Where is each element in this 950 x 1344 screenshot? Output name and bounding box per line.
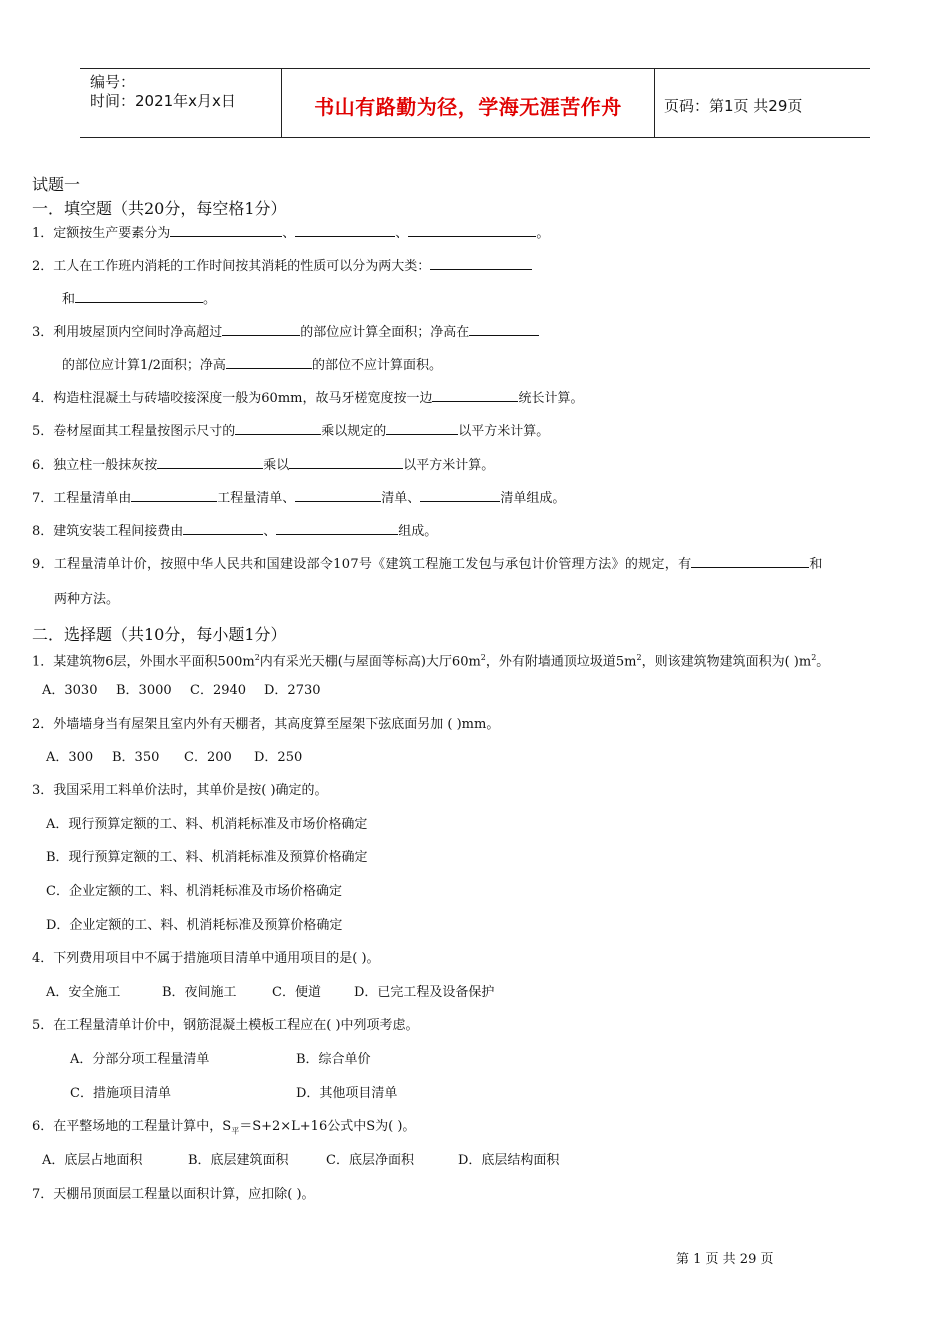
question-1-9: 9．工程量清单计价，按照中华人民共和国建设部令107号《建筑工程施工发包与承包计价管理方法》的规定，有 和: [32, 554, 823, 573]
question-2-3: 3．我国采用工料单价法时，其单价是按( )确定的。: [32, 783, 328, 798]
option-c[interactable]: C．便道: [272, 985, 321, 1000]
answer-blank[interactable]: [295, 223, 395, 237]
question-1-5: 5．卷材屋面其工程量按图示尺寸的 乘以规定的 以平方米计算。: [32, 421, 549, 440]
option-d[interactable]: D．250: [254, 750, 303, 765]
answer-blank[interactable]: [157, 455, 263, 469]
answer-blank[interactable]: [222, 322, 300, 336]
answer-blank[interactable]: [469, 322, 539, 336]
answer-blank[interactable]: [131, 488, 217, 502]
answer-blank[interactable]: [432, 388, 518, 402]
header-meta: [90, 73, 236, 111]
option-a[interactable]: A．300: [46, 750, 94, 765]
page-footer: 第 1 页 共 29 页: [676, 1252, 774, 1267]
option-b[interactable]: B．夜间施工: [162, 985, 237, 1000]
header-divider: [654, 69, 655, 137]
option-a[interactable]: A．安全施工: [46, 985, 121, 1000]
answer-blank[interactable]: [295, 488, 381, 502]
option-b[interactable]: B．底层建筑面积: [188, 1153, 289, 1168]
option-c[interactable]: C．2940: [190, 683, 247, 698]
question-1-7: 7．工程量清单由 工程量清单、 清单、 清单组成。: [32, 488, 565, 507]
answer-blank[interactable]: [289, 455, 403, 469]
option-a[interactable]: A．现行预算定额的工、料、机消耗标准及市场价格确定: [46, 817, 368, 832]
option-d[interactable]: D．企业定额的工、料、机消耗标准及预算价格确定: [46, 918, 343, 933]
option-b[interactable]: B．综合单价: [296, 1052, 371, 1067]
section1-heading: 一．填空题（共20分，每空格1分）: [32, 199, 287, 218]
option-a[interactable]: A．分部分项工程量清单: [70, 1052, 210, 1067]
section2-heading: 二．选择题（共10分，每小题1分）: [32, 625, 287, 644]
option-c[interactable]: C．200: [184, 750, 232, 765]
question-1-9-cont: 两种方法。: [54, 592, 120, 607]
option-b[interactable]: B．3000: [116, 683, 172, 698]
question-2-4: 4．下列费用项目中不属于措施项目清单中通用项目的是( )。: [32, 951, 380, 966]
question-1-3-cont: 的部位应计算1/2面积；净高 的部位不应计算面积。: [62, 355, 442, 374]
answer-blank[interactable]: [276, 521, 398, 535]
answer-blank[interactable]: [235, 421, 321, 435]
option-c[interactable]: C．措施项目清单: [70, 1086, 171, 1101]
question-1-1: 1．定额按生产要素分为 、 、 。: [32, 223, 549, 242]
question-2-1: 1．某建筑物6层，外围水平面积$500m^2$内有采光天棚(与屋面等标高)大厅$60m^2$，外有附墙通顶垃圾道$5m^2$，则该建筑物建筑面积为( )$m^2$。: [32, 653, 830, 670]
question-1-3: 3．利用坡屋顶内空间时净高超过 的部位应计算全面积；净高在: [32, 322, 539, 341]
option-d[interactable]: D．其他项目清单: [296, 1086, 398, 1101]
option-c[interactable]: C．底层净面积: [326, 1153, 414, 1168]
answer-blank[interactable]: [75, 289, 203, 303]
question-1-2: 2．工人在工作班内消耗的工作时间按其消耗的性质可以分为两大类：: [32, 256, 532, 275]
option-c[interactable]: C．企业定额的工、料、机消耗标准及市场价格确定: [46, 884, 342, 899]
number-label: 编号：: [90, 73, 136, 91]
time-label: 时间：2021年x月x日: [90, 92, 236, 110]
answer-blank[interactable]: [226, 355, 312, 369]
question-1-4: 4．构造柱混凝土与砖墙咬接深度一般为60mm，故马牙槎宽度按一边 统长计算。: [32, 388, 583, 407]
document-header: [80, 68, 870, 138]
exam-title: 试题一: [32, 175, 81, 194]
question-1-2-cont: 和 。: [62, 289, 216, 308]
answer-blank[interactable]: [691, 554, 809, 568]
option-b[interactable]: B．350: [112, 750, 160, 765]
option-a[interactable]: A．3030: [42, 683, 98, 698]
question-2-2: 2．外墙墙身当有屋架且室内外有天棚者，其高度算至屋架下弦底面另加 ( )mm。: [32, 717, 500, 732]
question-1-6: 6．独立柱一般抹灰按 乘以 以平方米计算。: [32, 455, 494, 474]
option-d[interactable]: D．2730: [264, 683, 321, 698]
page-code: 页码：第1页 共29页: [664, 97, 803, 115]
header-motto: 书山有路勤为径，学海无涯苦作舟: [314, 95, 622, 119]
answer-blank[interactable]: [386, 421, 458, 435]
answer-blank[interactable]: [408, 223, 536, 237]
question-2-7: 7．天棚吊顶面层工程量以面积计算，应扣除( )。: [32, 1187, 315, 1202]
option-d[interactable]: D．底层结构面积: [458, 1153, 560, 1168]
answer-blank[interactable]: [170, 223, 282, 237]
option-a[interactable]: A．底层占地面积: [42, 1153, 143, 1168]
question-2-5: 5．在工程量清单计价中，钢筋混凝土模板工程应在( )中列项考虑。: [32, 1018, 419, 1033]
answer-blank[interactable]: [430, 256, 532, 270]
option-d[interactable]: D．已完工程及设备保护: [354, 985, 495, 1000]
answer-blank[interactable]: [420, 488, 500, 502]
question-1-8: 8．建筑安装工程间接费由 、 组成。: [32, 521, 437, 540]
answer-blank[interactable]: [183, 521, 263, 535]
question-2-6: 6．在平整场地的工程量计算中，$S_平=S+2\times L+16$公式中S为( )。: [32, 1119, 416, 1136]
option-b[interactable]: B．现行预算定额的工、料、机消耗标准及预算价格确定: [46, 850, 368, 865]
